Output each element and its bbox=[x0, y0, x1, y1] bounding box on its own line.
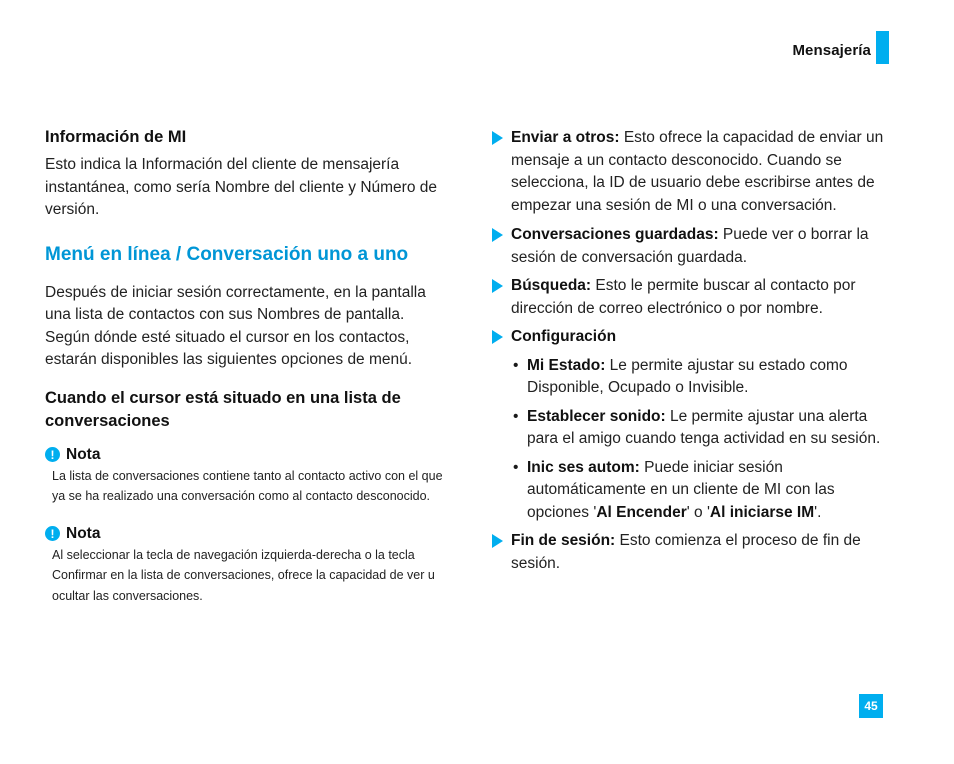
bullet-text: Puede iniciar sesión automáticamente en un cliente de MI con las opciones ' bbox=[527, 458, 835, 521]
info-paragraph: Esto indica la Información del cliente de mensajería instantánea, como sería Nombre del cliente y Número de versión. bbox=[45, 156, 438, 218]
option-text: Esto comienza el proceso de fin de sesión. bbox=[511, 532, 861, 572]
option-label: Configuración bbox=[511, 328, 617, 345]
option-label: Fin de sesión: bbox=[511, 532, 616, 549]
triangle-arrow-icon bbox=[492, 330, 503, 344]
cursor-heading: Cuando el cursor está situado en una lista de conversaciones bbox=[45, 388, 401, 430]
option-text: Esto ofrece la capacidad de enviar un mensaje a un contacto desconocido. Cuando se selecciona, la ID de usuario debe escribirse antes de empezar una sesión de MI o una conversación. bbox=[511, 129, 884, 214]
bullet-text: Le permite ajustar su estado como Disponible, Ocupado o Invisible. bbox=[527, 356, 848, 396]
config-bullet-inic-ses-autom bbox=[513, 457, 887, 525]
info-heading: Información de MI bbox=[45, 128, 187, 146]
config-bullet-establecer-sonido bbox=[513, 406, 887, 451]
left-column bbox=[45, 126, 445, 606]
note-title: Nota bbox=[66, 445, 101, 463]
bullet-dot: • bbox=[513, 407, 519, 425]
section-accent-bar bbox=[876, 31, 889, 64]
bullet-text: '. bbox=[814, 503, 822, 521]
triangle-arrow-icon bbox=[492, 131, 503, 145]
note-title: Nota bbox=[66, 524, 101, 542]
exclamation-icon: ! bbox=[45, 526, 60, 541]
option-enviar-a-otros bbox=[492, 127, 887, 217]
menu-paragraph: Después de iniciar sesión correctamente, en la pantalla una lista de contactos con sus Nombres de pantalla. Según dónde esté situado el cursor en los contactos, estarán disponibles las siguientes opciones de menú. bbox=[45, 283, 426, 368]
bullet-label: Mi Estado: bbox=[527, 356, 606, 374]
option-conversaciones-guardadas bbox=[492, 224, 887, 269]
option-configuracion bbox=[492, 326, 887, 349]
triangle-arrow-icon bbox=[492, 228, 503, 242]
option-name: Al Encender bbox=[596, 503, 687, 521]
option-label: Conversaciones guardadas: bbox=[511, 226, 719, 243]
triangle-arrow-icon bbox=[492, 534, 503, 548]
note-text: La lista de conversaciones contiene tanto al contacto activo con el que ya se ha realizado una conversación como al contacto desconocido. bbox=[52, 468, 443, 503]
option-label: Enviar a otros: bbox=[511, 129, 620, 146]
bullet-label: Inic ses autom: bbox=[527, 458, 640, 476]
note-block bbox=[45, 525, 445, 607]
right-column bbox=[492, 127, 887, 575]
bullet-label: Establecer sonido: bbox=[527, 407, 666, 425]
section-title: Mensajería bbox=[792, 42, 871, 59]
page-number: 45 bbox=[859, 694, 883, 718]
option-busqueda bbox=[492, 275, 887, 320]
exclamation-icon: ! bbox=[45, 447, 60, 462]
option-text: Puede ver o borrar la sesión de conversación guardada. bbox=[511, 226, 869, 266]
option-name: Al iniciarse IM bbox=[709, 503, 815, 521]
option-text: Esto le permite buscar al contacto por dirección de correo electrónico o por nombre. bbox=[511, 277, 856, 317]
bullet-dot: • bbox=[513, 458, 519, 476]
option-fin-de-sesion bbox=[492, 530, 887, 575]
triangle-arrow-icon bbox=[492, 279, 503, 293]
note-text: Al seleccionar la tecla de navegación izquierda-derecha o la tecla Confirmar en la lista de conversaciones, ofrece la capacidad de ver u ocultar las conversaciones. bbox=[52, 547, 435, 603]
config-bullet-mi-estado bbox=[513, 355, 887, 400]
bullet-dot: • bbox=[513, 356, 519, 374]
bullet-text: ' o ' bbox=[686, 503, 710, 521]
bullet-text: Le permite ajustar una alerta para el amigo cuando tenga actividad en su sesión. bbox=[527, 407, 881, 447]
menu-heading: Menú en línea / Conversación uno a uno bbox=[45, 243, 409, 265]
note-block bbox=[45, 446, 445, 507]
option-label: Búsqueda: bbox=[511, 277, 592, 294]
